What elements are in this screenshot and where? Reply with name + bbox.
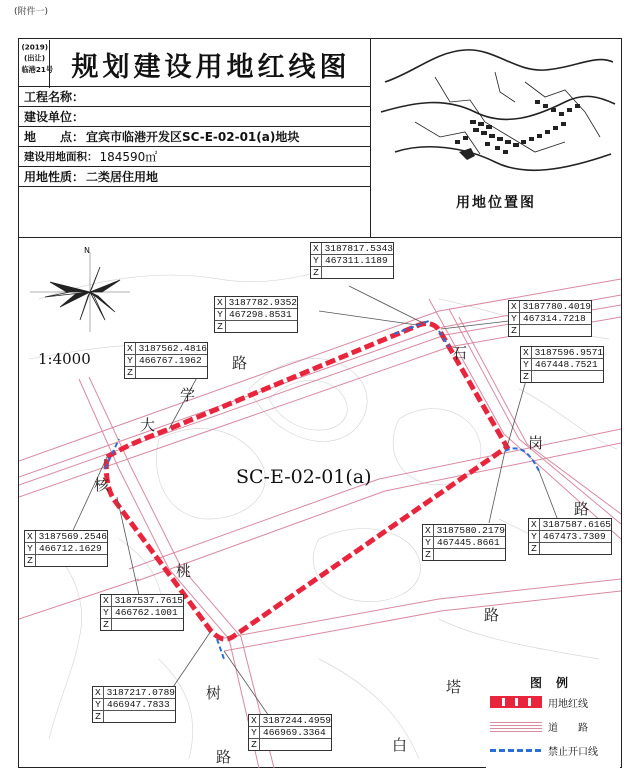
builder-row [18,107,370,127]
road-label-tao: 桃 [176,562,192,580]
road-label-xue: 学 [180,386,196,404]
annex-label: (附件一) [14,7,49,17]
road-label-lu-2: 路 [574,500,590,518]
coordinate-box: X 3187817.5343 Y 467311.1189 Z [310,242,394,279]
road-label-da: 大 [140,416,156,434]
road-label-ta: 塔 [446,678,462,696]
road-label-lu-1: 路 [232,354,248,372]
coordinate-box: X 3187537.7615 Y 466762.1001 Z [100,594,184,631]
road-label-lu-3: 路 [484,606,500,624]
page-title: 规划建设用地红线图 [71,51,351,83]
location-row [18,127,370,147]
legend-item-no-opening [490,742,620,758]
legend-swatch-red-line [490,696,542,708]
document-stamp [20,40,54,88]
parcel-id-label: SC-E-02-01(a) [236,466,372,488]
location-label: 地 点： [24,130,85,144]
area-value: 184590㎡ [99,150,158,164]
land-use-value: 二类居住用地 [86,170,159,184]
legend-title: 图例 [530,676,583,690]
area-row [18,147,370,167]
stamp-number: 临港21号 [21,65,54,74]
coordinate-box: X 3187244.4959 Y 466969.3364 Z [248,714,332,751]
coordinate-box: X 3187780.4019 Y 467314.7218 Z [508,300,592,337]
land-use-row [18,167,370,187]
coordinate-box: X 3187569.2546 Y 466712.1629 Z [24,530,108,567]
legend-item-road [490,718,620,734]
legend-swatch-road [490,720,542,732]
road-label-shu: 树 [206,684,222,702]
road-label-he: 核 [94,476,110,494]
location-value: 宜宾市临港开发区SC-E-02-01(a)地块 [86,130,300,144]
coordinate-box: X 3187562.4816 Y 466767.1962 Z [124,342,208,379]
legend-label-no-opening: 禁止开口线 [548,746,598,758]
coordinate-box: X 3187217.0789 Y 466947.7833 Z [92,686,176,723]
north-label: N [84,246,90,255]
coordinate-box: X 3187782.9352 Y 467298.8531 Z [214,296,298,333]
project-name-label: 工程名称： [24,90,85,104]
stamp-year: (2019) [21,43,49,52]
road-label-bai: 白 [392,736,408,754]
stamp-type: (出让) [24,54,45,63]
coordinate-box: X 3187587.6165 Y 467473.7309 Z [528,518,612,555]
area-label: 建设用地面积： [24,151,98,163]
minimap-urban-area [455,100,580,154]
project-name-row [18,87,370,107]
legend-label-red-line: 用地红线 [548,698,588,710]
scale-label: 1:4000 [38,350,91,368]
legend-label-road: 道 路 [548,722,588,734]
location-map-caption: 用地位置图 [456,195,536,211]
coordinate-box: X 3187596.9571 Y 467448.7521 Z [520,346,604,383]
road-label-lu-4: 路 [216,748,232,766]
land-use-label: 用地性质： [24,170,85,184]
minimap-river-north [385,50,613,82]
legend-swatch-no-opening [490,749,542,752]
map-legend [486,672,620,768]
builder-label: 建设单位： [24,110,85,124]
road-label-shi: 石 [452,344,468,362]
location-minimap [375,42,617,192]
compass-rose [30,252,130,332]
road-label-gang: 岗 [528,434,544,452]
legend-item-red-line [490,694,620,710]
coordinate-box: X 3187580.2179 Y 467445.8661 Z [422,524,506,561]
